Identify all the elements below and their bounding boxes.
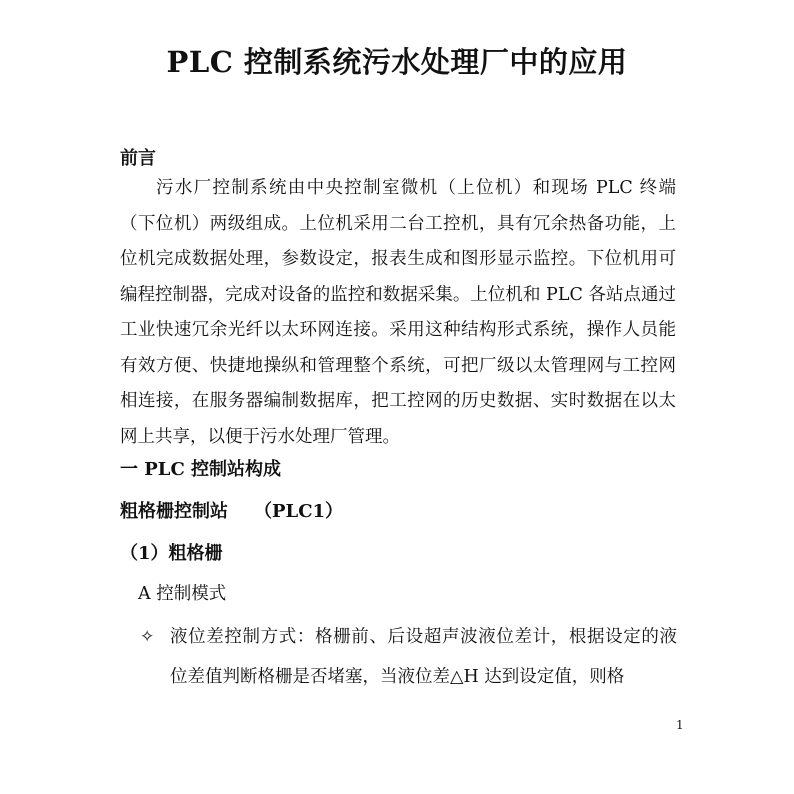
document-title: PLC 控制系统污水处理厂中的应用: [166, 45, 628, 79]
diamond-bullet-icon: ✧: [140, 627, 155, 647]
station-heading: [120, 497, 343, 523]
control-mode-label: A 控制模式: [138, 584, 227, 604]
subsection-heading: （1）粗格栅: [120, 543, 223, 564]
station-name: 粗格栅控制站: [120, 501, 228, 522]
preface-heading: 前言: [120, 148, 156, 169]
section-heading-plc-stations: 一 PLC 控制站构成: [120, 459, 282, 480]
bullet-text: 液位差控制方式：格栅前、后设超声波液位差计，根据设定的液位差值判断格栅是否堵塞，当液位差△H 达到设定值，则格: [170, 627, 677, 687]
preface-paragraph: 污水厂控制系统由中央控制室微机（上位机）和现场 PLC 终端（下位机）两级组成。上位机采用二台工控机，具有冗余热备功能，上位机完成数据处理，参数设定，报表生成和图形显示监控。下位机用可编程控制器，完成对设备的监控和数据采集。上位机和 PLC 各站点通过工业快速冗余光纤以太环网连接。采用这种结构形式系统，操作人员能有效方便、快捷地操纵和管理整个系统，可把厂级以太管理网与工控网相连接，在服务器编制数据库，把工控网的历史数据、实时数据在以太网上共享，以便于污水处理厂管理。: [120, 178, 676, 447]
station-code: （PLC1）: [254, 501, 344, 522]
page-number: 1: [676, 718, 684, 732]
